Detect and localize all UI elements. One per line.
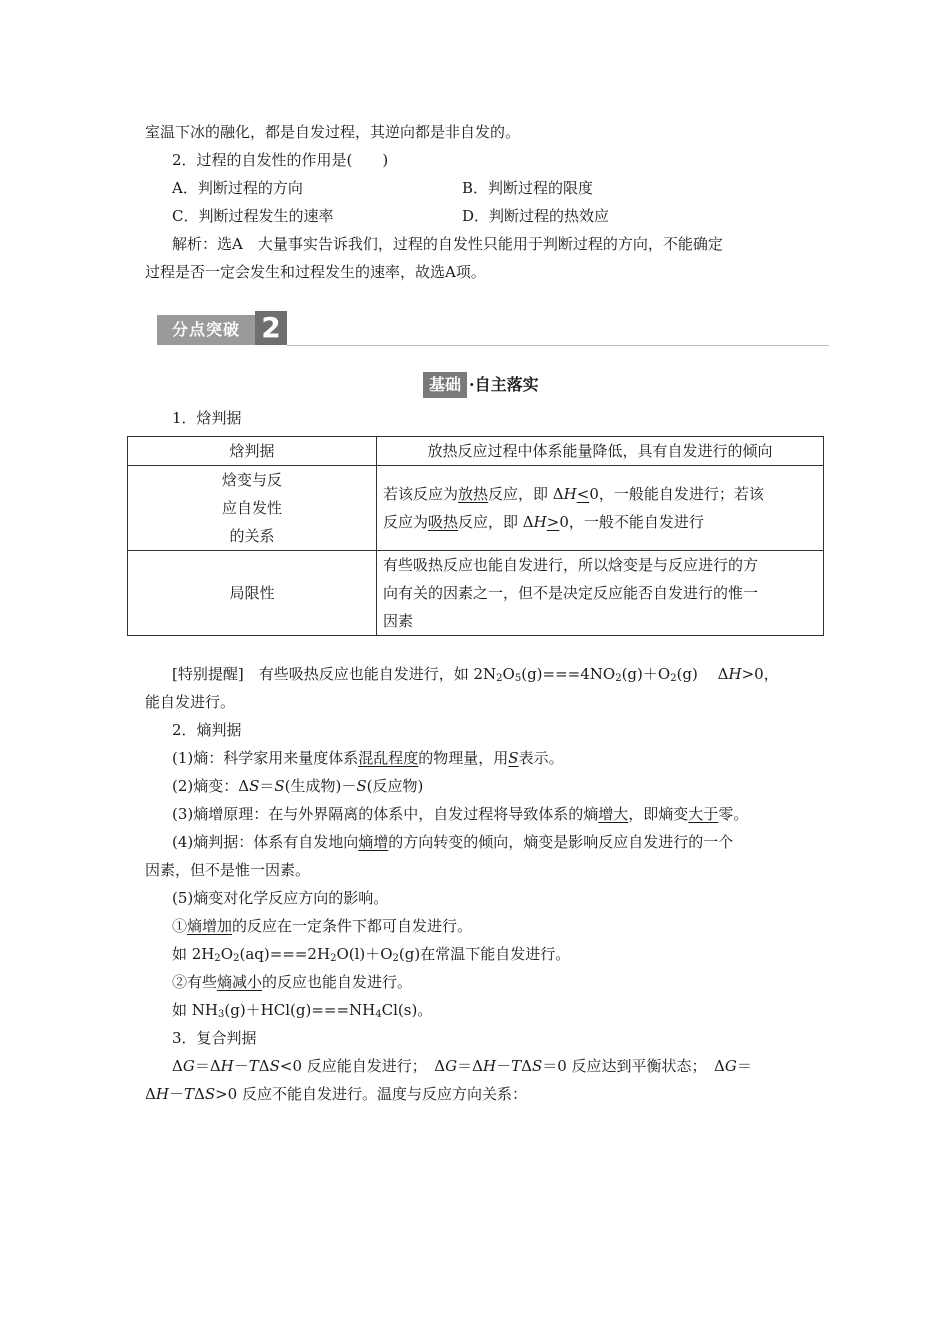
section-label: 分点突破: [157, 315, 255, 345]
entropy-item-3: (3)熵增原理：在与外界隔离的体系中，自发过程将导致体系的熵增大，即熵变大于零。: [172, 805, 749, 823]
cell-line: [383, 508, 817, 536]
table-cell: 焓判据: [128, 437, 377, 466]
underlined-answer: >: [546, 513, 560, 531]
subheading-box: 基础: [423, 372, 467, 398]
question-2: 2．过程的自发性的作用是( ): [172, 151, 389, 169]
special-note-cont: 能自发进行。: [145, 693, 236, 711]
equation-example-1: 如 $2H_2O_2(aq)===2H_2O(l)+O_2(g)$在常温下能自发进行。: [172, 945, 571, 964]
text-span: 0，一般能自发进行；若该: [589, 485, 764, 503]
special-note: [特别提醒] 有些吸热反应也能自发进行，如 $2N_2O_5(g)===4NO_2(g)+O_2(g)$ ΔH>0，: [172, 665, 779, 684]
table-cell: 局限性: [128, 551, 377, 636]
section-number: 2: [255, 311, 287, 345]
entropy-sub-1: ①熵增加的反应在一定条件下都可自发进行。: [172, 917, 473, 935]
subheading-text: ·自主落实: [469, 375, 539, 394]
cell-line: 因素: [383, 612, 414, 630]
text-span: 反应，即 Δ: [488, 485, 564, 503]
table-row: [128, 551, 824, 636]
table-cell: [128, 466, 377, 551]
cell-line: 向有关的因素之一，但不是决定反应能否自发进行的惟一: [383, 584, 759, 602]
text-span: 反应，即 Δ: [458, 513, 534, 531]
cell-line: 应自发性: [221, 499, 282, 517]
equation-example-2: 如 $NH_3(g)+HCl(g)===NH_4Cl(s)$。: [172, 1001, 433, 1020]
text-span: 反应为: [383, 513, 429, 531]
entropy-item-5: (5)熵变对化学反应方向的影响。: [172, 889, 389, 907]
answer-line-2: 过程是否一定会发生和过程发生的速率，故选A项。: [145, 263, 486, 281]
symbol-h: H: [563, 485, 577, 503]
table-row: [128, 466, 824, 551]
underlined-answer: 吸热: [428, 513, 459, 531]
entropy-item-2: (2)熵变：ΔS＝S(生成物)－S(反应物): [172, 777, 424, 795]
option-b: B．判断过程的限度: [462, 179, 594, 197]
underlined-answer: <: [576, 485, 590, 503]
underlined-answer: 放热: [458, 485, 489, 503]
section-banner: [157, 309, 829, 349]
cell-line: 有些吸热反应也能自发进行，所以焓变是与反应进行的方: [383, 556, 759, 574]
answer-line-1: 解析：选A 大量事实告诉我们，过程的自发性只能用于判断过程的方向，不能确定: [172, 235, 723, 253]
cell-line: [383, 480, 817, 508]
table-cell: 放热反应过程中体系能量降低，具有自发进行的倾向: [377, 437, 824, 466]
text-span: 0，一般不能自发进行: [559, 513, 704, 531]
entropy-item-1: (1)熵：科学家用来量度体系混乱程度的物理量，用S表示。: [172, 749, 564, 767]
cell-line: 的关系: [229, 527, 275, 545]
table-cell: [377, 466, 824, 551]
heading-entropy: 2．熵判据: [172, 721, 242, 739]
entropy-sub-2: ②有些熵减小的反应也能自发进行。: [172, 973, 413, 991]
enthalpy-table: [127, 436, 824, 636]
combined-criterion-line-2: ΔH－TΔS>0 反应不能自发进行。温度与反应方向关系：: [145, 1085, 527, 1103]
table-cell: [377, 551, 824, 636]
heading-combined: 3．复合判据: [172, 1029, 257, 1047]
option-c: C．判断过程发生的速率: [172, 207, 334, 225]
paragraph-line: 室温下冰的融化，都是自发过程，其逆向都是非自发的。: [145, 123, 521, 141]
entropy-item-4-cont: 因素，但不是惟一因素。: [145, 861, 311, 879]
option-a: A．判断过程的方向: [172, 179, 303, 197]
cell-line: 焓变与反: [221, 471, 282, 489]
option-d: D．判断过程的热效应: [462, 207, 610, 225]
heading-enthalpy: 1．焓判据: [172, 409, 242, 427]
combined-criterion-line-1: ΔG＝ΔH－TΔS<0 反应能自发进行； ΔG＝ΔH－TΔS＝0 反应达到平衡状态； ΔG＝: [172, 1057, 752, 1075]
table-row: [128, 437, 824, 466]
symbol-h: H: [533, 513, 547, 531]
subheading: [423, 372, 539, 398]
text-span: 若该反应为: [383, 485, 459, 503]
entropy-item-4: (4)熵判据：体系有自发地向熵增的方向转变的倾向，熵变是影响反应自发进行的一个: [172, 833, 734, 851]
section-rule: [287, 345, 829, 346]
